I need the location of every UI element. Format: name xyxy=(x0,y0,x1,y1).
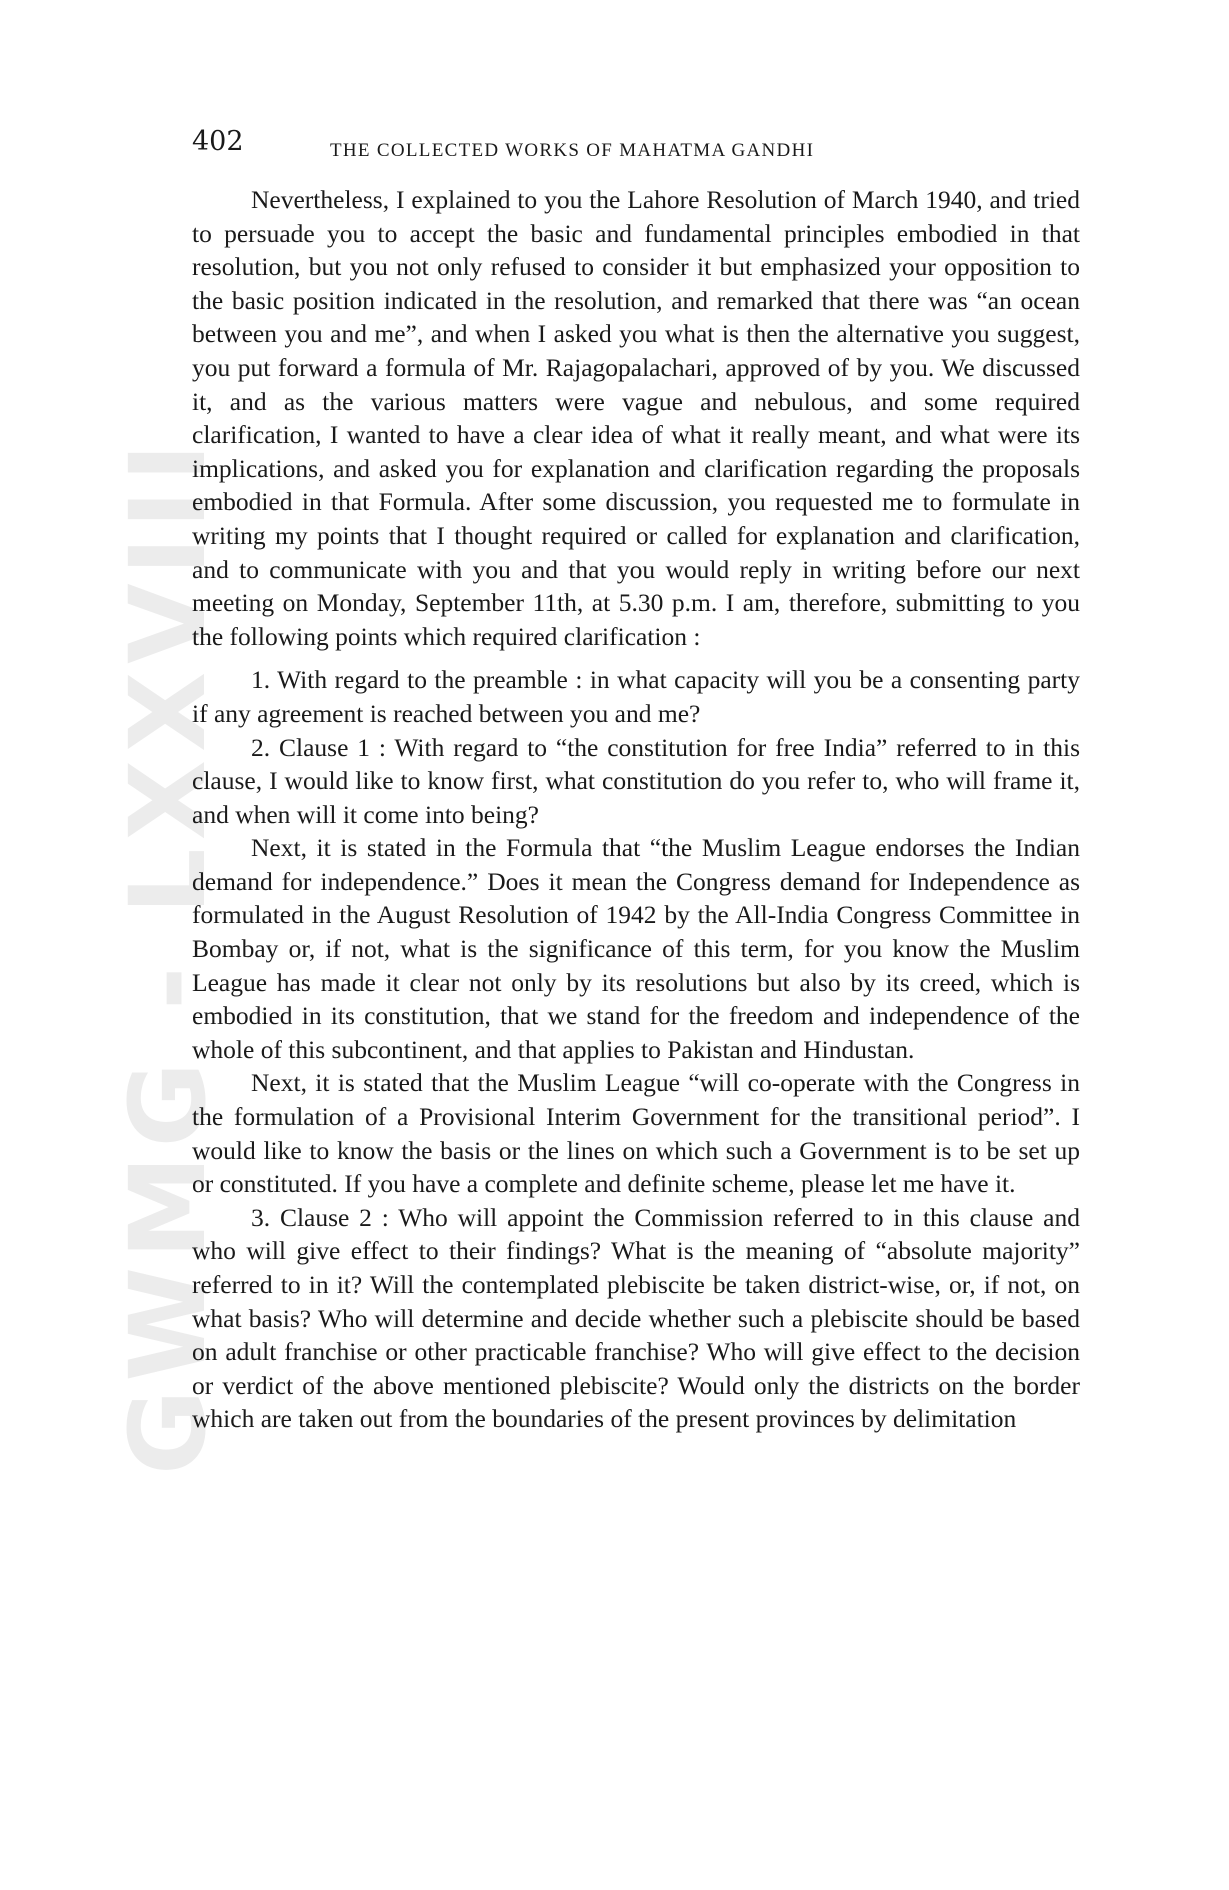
page-number: 402 xyxy=(192,126,244,157)
paragraph: 2. Clause 1 : With regard to “the constitution for free India” referred to in this clause, I would like to know first, what constitution do you refer to, who will frame it, and when will it come into being? xyxy=(192,732,1080,829)
running-head: THE COLLECTED WORKS OF MAHATMA GANDHI xyxy=(330,140,815,161)
paragraph: 3. Clause 2 : Who will appoint the Commission referred to in this clause and who will give effect to their findings? What is the meaning of “absolute majority” referred to in it? Will the contemplated plebiscite be taken district-wise, or, if not, on what basis? Who will determine and decide whether such a plebiscite should be based on adult franchise or other practicable franchise? Who will give effect to the decision or verdict of the above mentioned plebiscite? Would only the districts on the border which are taken out from the boundaries of the present provinces by delimitation xyxy=(192,1202,1080,1434)
watermark: GWMG - LXXVIII xyxy=(107,435,229,1475)
paragraph: 1. With regard to the preamble : in what capacity will you be a consenting party if any agreement is reached between you and me? xyxy=(192,665,1080,728)
paragraph: Nevertheless, I explained to you the Lahore Resolution of March 1940, and tried to persuade you to accept the basic and fundamental principles embodied in that resolution, but you not only refused to consider it but emphasized your opposition to the basic position indicated in the resolution, and remarked that there was “an ocean between you and me”, and when I asked you what is then the alternative you suggest, you put forward a formula of Mr. Rajagopalachari, approved of by you. We discussed it, and as the various matters were vague and nebulous, and some required clarification, I wanted to have a clear idea of what it really meant, and what were its implications, and asked you for explanation and clarification regarding the proposals embodied in that Formula. After some discussion, you requested me to formulate in writing my points that I thought required or called for explanation and clarification, and to communicate with you and that you would reply in writing before our next meeting on Monday, September 11th, at 5.30 p.m. I am, therefore, submitting to you the following points which required clarification : xyxy=(192,185,1080,651)
paragraph: Next, it is stated that the Muslim League “will co-operate with the Congress in the formulation of a Provisional Interim Government for the transitional period”. I would like to know the basis or the lines on which such a Government is to be set up or constituted. If you have a complete and definite scheme, please let me have it. xyxy=(192,1068,1080,1199)
body-text xyxy=(192,183,1080,1436)
paragraph: Next, it is stated in the Formula that “the Muslim League endorses the Indian demand for independence.” Does it mean the Congress demand for Independence as formulated in the August Resolution of 1942 by the All-India Congress Committee in Bombay or, if not, what is the significance of this term, for you know the Muslim League has made it clear not only by its resolutions but also by its creed, which is embodied in its constitution, that we stand for the freedom and independence of the whole of this subcontinent, and that applies to Pakistan and Hindustan. xyxy=(192,833,1080,1064)
page-header xyxy=(192,126,1082,166)
